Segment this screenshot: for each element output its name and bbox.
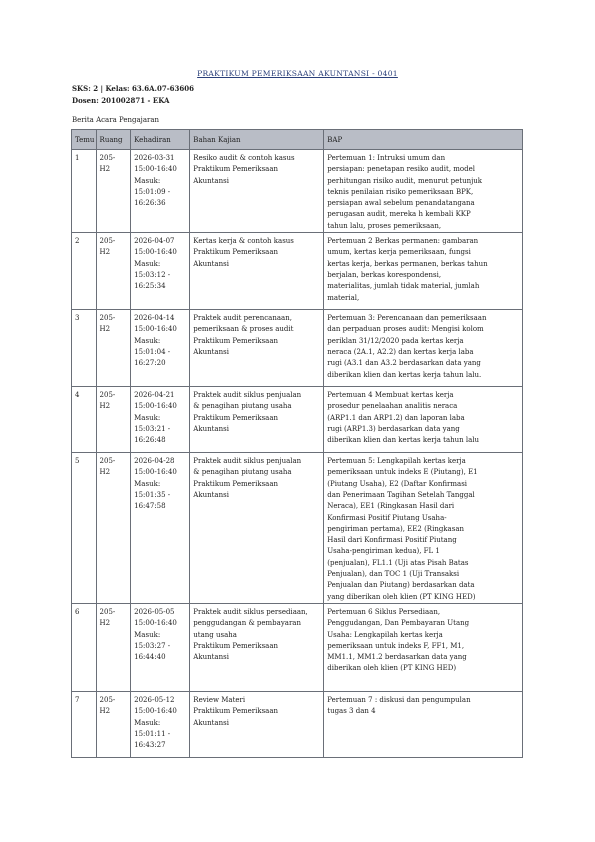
cell-bahan-kajian-line: Praktikum Pemeriksaan [193, 165, 279, 174]
cell-bahan-kajian [190, 603, 324, 691]
cell-bahan-kajian-line: Akuntansi [193, 347, 229, 356]
cell-kehadiran-line: 2026-04-21 [134, 391, 175, 400]
section-label: Berita Acara Pengajaran [72, 116, 160, 124]
sks-class-line: SKS: 2 | Kelas: 63.6A.07-63606 [72, 84, 194, 93]
table-row [72, 233, 523, 310]
cell-bap-line: Penjualan dan Piutang) berdasarkan data [327, 581, 475, 590]
cell-bap-line: persiapan awal sebelum penandatangana [327, 199, 475, 208]
cell-bap-line: berjalan, berkas korespondensi, [327, 270, 442, 279]
cell-ruang-line: 205- [99, 154, 116, 162]
cell-bap [324, 603, 523, 691]
cell-bahan-kajian-line: Praktikum Pemeriksaan [193, 641, 279, 650]
cell-temu: 3 [72, 310, 97, 387]
column-header-ruang: Ruang [96, 130, 131, 150]
cell-bahan-kajian-line: penggudangan & pembayaran [193, 619, 301, 628]
cell-bap-line: rugi (A3.1 dan A3.2 berdasarkan data yang [327, 359, 481, 368]
cell-kehadiran [131, 387, 190, 453]
cell-bahan-kajian-line: Praktek audit perencanaan, [193, 314, 292, 323]
cell-bahan-kajian [190, 233, 324, 310]
cell-ruang [96, 387, 131, 453]
cell-ruang-line: H2 [99, 619, 111, 628]
cell-bap-line: perugasan audit, mereka h kembali KKP [327, 210, 471, 219]
cell-bap-line: pengiriman pertama), EE2 (Ringkasan [327, 524, 464, 533]
table-row [72, 387, 523, 453]
cell-bahan-kajian [190, 453, 324, 604]
column-header-bahan-kajian: Bahan Kajian [190, 130, 324, 150]
column-header-temu: Temu [72, 130, 97, 150]
cell-kehadiran-line: Masuk: [134, 630, 161, 639]
cell-bap-line: prosedur penelaahan analitis neraca [327, 402, 458, 411]
cell-bap-line: tugas 3 dan 4 [327, 707, 376, 716]
cell-bahan-kajian [190, 150, 324, 233]
cell-kehadiran-line: 2026-04-14 [134, 314, 175, 323]
table-row [72, 150, 523, 233]
cell-bahan-kajian-line: Akuntansi [193, 718, 229, 727]
page-title: PRAKTIKUM PEMERIKSAAN AKUNTANSI - 0401 [197, 69, 398, 78]
cell-bap-line: materialitas, jumlah tidak material, jumlah [327, 282, 480, 291]
cell-bap-line: pemeriksaan untuk indeks E (Piutang), E1 [327, 468, 478, 477]
cell-bap-line: periklan 31/12/2020 pada kertas kerja [327, 336, 464, 345]
cell-kehadiran-line: 2026-04-28 [134, 457, 175, 466]
cell-kehadiran-line: Masuk: [134, 413, 161, 422]
cell-kehadiran-line: 15:00-16:40 [134, 402, 177, 411]
cell-bap [324, 150, 523, 233]
cell-ruang-line: 205- [99, 607, 116, 616]
cell-kehadiran-line: Masuk: [134, 479, 161, 488]
cell-bahan-kajian-line: Resiko audit & contoh kasus [193, 154, 295, 162]
cell-bap-line: dan Penerimaan Tagihan Setelah Tanggal [327, 490, 475, 499]
cell-bap-line: diberikan klien dan kertas kerja tahun lalu [327, 436, 480, 445]
cell-kehadiran-line: 15:03:21 - [134, 424, 171, 433]
cell-bap-line: (penjualan), FL1.1 (Uji atas Pisah Batas [327, 558, 469, 567]
table-row [72, 691, 523, 757]
cell-kehadiran-line: 2026-04-07 [134, 237, 175, 246]
column-header-kehadiran: Kehadiran [131, 130, 190, 150]
cell-bap-line: neraca (2A.1, A2.2) dan kertas kerja laba [327, 347, 474, 356]
cell-bap-line: teknis penilaian risiko pemeriksaan BPK, [327, 187, 474, 196]
cell-bahan-kajian-line: Akuntansi [193, 424, 229, 433]
column-header-bap: BAP [324, 130, 523, 150]
cell-ruang [96, 150, 131, 233]
cell-kehadiran-line: 16:27:20 [134, 359, 166, 368]
table-row [72, 310, 523, 387]
cell-kehadiran [131, 453, 190, 604]
cell-bap-line: Penjualan), dan TOC 1 (Uji Transaksi [327, 570, 460, 579]
cell-bap [324, 453, 523, 604]
cell-bap [324, 691, 523, 757]
cell-temu: 5 [72, 453, 97, 604]
cell-kehadiran-line: 15:01:09 - [134, 187, 171, 196]
cell-ruang-line: 205- [99, 695, 116, 704]
cell-kehadiran-line: 15:01:04 - [134, 347, 171, 356]
cell-temu: 7 [72, 691, 97, 757]
cell-bap-line: yang diberikan oleh klien (PT KING HED) [327, 592, 476, 601]
cell-bap-line: dan perpaduan proses audit: Mengisi kolom [327, 325, 484, 334]
cell-bahan-kajian-line: Kertas kerja & contoh kasus [193, 237, 294, 246]
cell-bahan-kajian-line: Praktikum Pemeriksaan [193, 413, 279, 422]
cell-bap [324, 387, 523, 453]
cell-bap-line: persiapan: penetapan resiko audit, model [327, 165, 475, 174]
cell-ruang-line: 205- [99, 391, 116, 400]
cell-kehadiran-line: 2026-05-05 [134, 607, 175, 616]
table-row [72, 453, 523, 604]
table-row [72, 603, 523, 691]
cell-kehadiran-line: 15:00-16:40 [134, 707, 177, 716]
cell-bap-line: Usaha: Lengkapilah kertas kerja [327, 630, 443, 639]
cell-ruang-line: H2 [99, 402, 111, 411]
cell-bap [324, 310, 523, 387]
cell-bahan-kajian-line: & penagihan piutang usaha [193, 468, 292, 477]
cell-ruang-line: 205- [99, 457, 116, 466]
cell-bahan-kajian-line: Praktek audit siklus persediaan, [193, 607, 308, 616]
cell-kehadiran-line: Masuk: [134, 336, 161, 345]
cell-bahan-kajian-line: Praktikum Pemeriksaan [193, 707, 279, 716]
cell-bap-line: Konfirmasi Positif Piutang Usaha- [327, 513, 447, 522]
cell-ruang [96, 603, 131, 691]
cell-bap-line: diberikan klien dan kertas kerja tahun lalu. [327, 370, 482, 379]
cell-kehadiran [131, 691, 190, 757]
cell-kehadiran-line: 16:47:58 [134, 502, 166, 511]
cell-bahan-kajian-line: Praktek audit siklus penjualan [193, 457, 302, 466]
cell-ruang [96, 310, 131, 387]
cell-ruang-line: H2 [99, 707, 111, 716]
cell-ruang-line: 205- [99, 314, 116, 323]
cell-bap-line: umum, kertas kerja pemeriksaan, fungsi [327, 248, 471, 257]
cell-bap-line: Pertemuan 7 : diskusi dan pengumpulan [327, 695, 471, 704]
cell-kehadiran-line: 16:44:40 [134, 653, 166, 662]
cell-kehadiran-line: 15:03:12 - [134, 270, 171, 279]
cell-kehadiran [131, 310, 190, 387]
table-header-row [72, 130, 523, 150]
cell-kehadiran-line: 15:03:27 - [134, 641, 171, 650]
cell-kehadiran [131, 150, 190, 233]
cell-bahan-kajian-line: Akuntansi [193, 653, 229, 662]
cell-bahan-kajian-line: Praktikum Pemeriksaan [193, 248, 279, 257]
cell-bap-line: Pertemuan 3: Perencanaan dan pemeriksaan [327, 314, 487, 323]
cell-bahan-kajian [190, 310, 324, 387]
cell-kehadiran-line: 15:00-16:40 [134, 619, 177, 628]
cell-kehadiran-line: 15:01:11 - [134, 729, 171, 738]
cell-kehadiran-line: 15:01:35 - [134, 490, 171, 499]
cell-bap-line: kertas kerja, berkas permanen, berkas tahun [327, 259, 488, 268]
cell-ruang-line: H2 [99, 325, 111, 334]
cell-kehadiran-line: Masuk: [134, 259, 161, 268]
cell-kehadiran-line: 15:00-16:40 [134, 248, 177, 257]
cell-bap-line: Hasil dari Konfirmasi Positif Piutang [327, 536, 457, 545]
cell-kehadiran-line: 2026-05-12 [134, 695, 175, 704]
cell-ruang [96, 691, 131, 757]
cell-bahan-kajian-line: Praktikum Pemeriksaan [193, 479, 279, 488]
cell-kehadiran-line: 16:43:27 [134, 741, 166, 750]
cell-bap-line: Pertemuan 1: Intruksi umum dan [327, 154, 446, 162]
cell-ruang-line: 205- [99, 237, 116, 246]
cell-bahan-kajian-line: Akuntansi [193, 176, 229, 185]
cell-kehadiran-line: 16:26:36 [134, 199, 166, 208]
cell-bap-line: Pertemuan 5: Lengkapilah kertas kerja [327, 457, 466, 466]
cell-bahan-kajian-line: & penagihan piutang usaha [193, 402, 292, 411]
cell-kehadiran-line: 15:00-16:40 [134, 165, 177, 174]
cell-bap-line: (ARP1.1 dan ARP1.2) dan laporan laba [327, 413, 465, 422]
cell-bap-line: diberikan oleh klien (PT KING HED) [327, 664, 457, 673]
cell-bahan-kajian-line: pemeriksaan & proses audit [193, 325, 294, 334]
cell-bahan-kajian [190, 691, 324, 757]
lecturer-line: Dosen: 201002871 - EKA [72, 96, 170, 105]
cell-bahan-kajian-line: Akuntansi [193, 259, 229, 268]
cell-ruang-line: H2 [99, 165, 111, 174]
cell-kehadiran-line: Masuk: [134, 176, 161, 185]
cell-ruang [96, 233, 131, 310]
cell-bap-line: Penggudangan, Dan Pembayaran Utang [327, 619, 470, 628]
table-body [72, 150, 523, 758]
cell-kehadiran [131, 603, 190, 691]
cell-ruang-line: H2 [99, 248, 111, 257]
cell-temu: 6 [72, 603, 97, 691]
cell-temu: 2 [72, 233, 97, 310]
cell-kehadiran-line: 2026-03-31 [134, 154, 175, 162]
cell-bap-line: Neraca), EE1 (Ringkasan Hasil dari [327, 502, 455, 511]
cell-bap-line: Pertemuan 4 Membuat kertas kerja [327, 391, 454, 400]
cell-bap-line: Pertemuan 6 Siklus Persediaan, [327, 607, 441, 616]
cell-bap-line: material, [327, 293, 360, 302]
cell-bap-line: tahun lalu, proses pemeriksaan, [327, 221, 442, 230]
cell-bap-line: Usaha-pengiriman kedua), FL 1 [327, 547, 440, 556]
cell-temu: 1 [72, 150, 97, 233]
cell-kehadiran-line: 15:00-16:40 [134, 468, 177, 477]
teaching-record-table [71, 129, 523, 758]
cell-kehadiran-line: 16:25:34 [134, 282, 166, 291]
cell-ruang-line: H2 [99, 468, 111, 477]
cell-bap [324, 233, 523, 310]
cell-kehadiran-line: 15:00-16:40 [134, 325, 177, 334]
cell-bahan-kajian-line: Praktikum Pemeriksaan [193, 336, 279, 345]
cell-bahan-kajian-line: Praktek audit siklus penjualan [193, 391, 302, 400]
cell-kehadiran-line: 16:26:48 [134, 436, 166, 445]
cell-bahan-kajian [190, 387, 324, 453]
cell-bap-line: Pertemuan 2 Berkas permanen: gambaran [327, 237, 479, 246]
cell-bap-line: (Piutang Usaha), E2 (Daftar Konfirmasi [327, 479, 468, 488]
cell-kehadiran [131, 233, 190, 310]
cell-bap-line: MM1.1, MM1.2 berdasarkan data yang [327, 653, 467, 662]
cell-bahan-kajian-line: Akuntansi [193, 490, 229, 499]
cell-ruang [96, 453, 131, 604]
cell-temu: 4 [72, 387, 97, 453]
cell-bahan-kajian-line: utang usaha [193, 630, 237, 639]
cell-bahan-kajian-line: Review Materi [193, 695, 246, 704]
cell-bap-line: rugi (ARP1.3) berdasarkan data yang [327, 424, 460, 433]
cell-kehadiran-line: Masuk: [134, 718, 161, 727]
cell-bap-line: pemeriksaan untuk indeks F, FF1, M1, [327, 641, 465, 650]
cell-bap-line: perhitungan risiko audit, menurut petunjuk [327, 176, 483, 185]
